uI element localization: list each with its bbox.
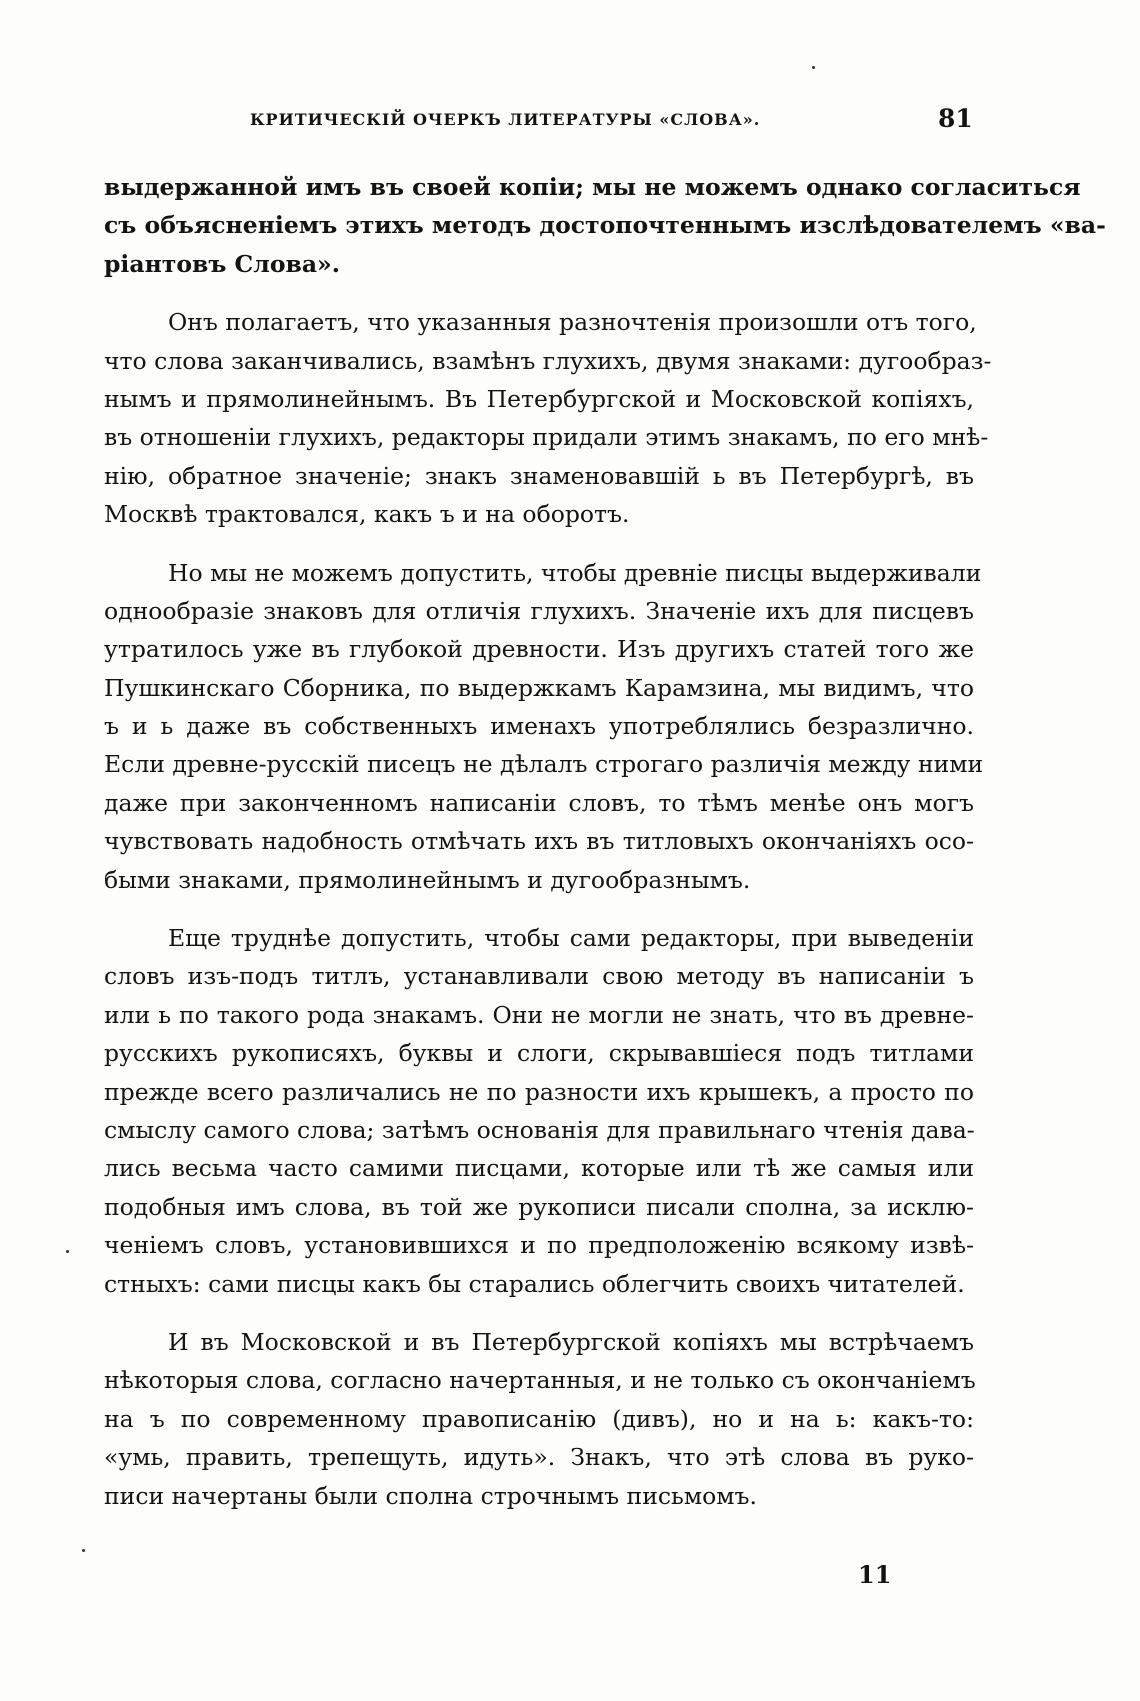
paragraph-3: [104, 554, 984, 900]
text-line: нію, обратное значеніе; знакъ знаменовавшій ь въ Петербургѣ, въ: [104, 461, 974, 490]
text-line: нѣкоторыя слова, согласно начертанныя, и не только съ окончаніемъ: [104, 1366, 976, 1395]
paragraph-2: [104, 303, 992, 533]
text-line: или ь по такого рода знакамъ. Они не могли не знать, что въ древне-: [104, 1000, 974, 1029]
text-line: ріантовъ Слова».: [104, 249, 340, 278]
text-line: быми знаками, прямолинейнымъ и дугообразнымъ.: [104, 865, 751, 894]
paragraph-gap: [104, 534, 974, 554]
text-line: выдержанной имъ въ своей копіи; мы не можемъ однако согласиться: [104, 173, 1081, 201]
text-line: «умь, править, трепещуть, идуть». Знакъ, что этѣ слова въ руко-: [104, 1443, 974, 1472]
scan-speck: [66, 1250, 69, 1253]
text-line: лись весьма часто самими писцами, которые или тѣ же самыя или: [104, 1154, 974, 1183]
paragraph-gap: [104, 283, 974, 303]
text-line: Если древне-русскій писецъ не дѣлалъ строгаго различія между ними: [104, 750, 984, 779]
text-line: Онъ полагаетъ, что указанныя разночтенія произошли отъ того,: [168, 308, 977, 337]
paragraph-1: [104, 168, 1106, 283]
text-line: даже при законченномъ написаніи словъ, то тѣмъ менѣе онъ могъ: [104, 788, 974, 817]
paragraph-4: [104, 919, 974, 1303]
text-line: ъ и ь даже въ собственныхъ именахъ употреблялись безразлично.: [104, 712, 974, 741]
text-line: въ отношеніи глухихъ, редакторы придали этимъ знакамъ, по его мнѣ-: [104, 423, 989, 452]
text-line: словъ изъ-подъ титлъ, устанавливали свою методу въ написаніи ъ: [104, 962, 974, 991]
scan-speck: [82, 1549, 85, 1552]
text-line: утратилось уже въ глубокой древности. Изъ другихъ статей того же: [104, 635, 974, 664]
text-line: однообразіе знаковъ для отличія глухихъ. Значеніе ихъ для писцевъ: [104, 596, 974, 625]
text-line: писи начертаны были сполна строчнымъ письмомъ.: [104, 1481, 757, 1510]
body-text: [104, 168, 1106, 1515]
text-line: Но мы не можемъ допустить, чтобы древніе писцы выдерживали: [168, 558, 982, 587]
page-number: 81: [938, 104, 973, 133]
running-title: КРИТИЧЕСКІЙ ОЧЕРКЪ ЛИТЕРАТУРЫ «СЛОВА».: [250, 110, 761, 129]
text-line: стныхъ: сами писцы какъ бы старались облегчить своихъ читателей.: [104, 1269, 965, 1298]
text-line: Москвѣ трактовался, какъ ъ и на оборотъ.: [104, 500, 630, 529]
paragraph-5: [104, 1323, 974, 1515]
text-line: Еще труднѣе допустить, чтобы сами редакторы, при выведеніи: [168, 924, 974, 953]
text-line: что слова заканчивались, взамѣнъ глухихъ, двумя знаками: дугообраз-: [104, 346, 992, 375]
paragraph-gap: [104, 899, 974, 919]
text-line: подобныя имъ слова, въ той же рукописи писали сполна, за исклю-: [104, 1192, 974, 1221]
text-line: смыслу самого слова; затѣмъ основанія для правильнаго чтенія дава-: [104, 1115, 975, 1144]
text-line: ченіемъ словъ, установившихся и по предположенію всякому извѣ-: [104, 1231, 974, 1260]
text-line: на ъ по современному правописанію (дивъ), но и на ь: какъ-то:: [104, 1404, 974, 1433]
paragraph-gap: [104, 1303, 974, 1323]
signature-mark: 11: [858, 1560, 892, 1589]
text-line: И въ Московской и въ Петербургской копіяхъ мы встрѣчаемъ: [168, 1327, 974, 1356]
text-line: съ объясненіемъ этихъ методъ достопочтеннымъ изслѣдователемъ «ва-: [104, 211, 1106, 240]
text-line: прежде всего различались не по разности ихъ крышекъ, а просто по: [104, 1077, 974, 1106]
text-line: Пушкинскаго Сборника, по выдержкамъ Карамзина, мы видимъ, что: [104, 673, 974, 702]
text-line: чувствовать надобность отмѣчать ихъ въ титловыхъ окончаніяхъ осо-: [104, 827, 974, 856]
text-line: нымъ и прямолинейнымъ. Въ Петербургской и Московской копіяхъ,: [104, 384, 974, 413]
scan-speck: [812, 66, 815, 69]
text-line: русскихъ рукописяхъ, буквы и слоги, скрывавшіеся подъ титлами: [104, 1039, 974, 1068]
